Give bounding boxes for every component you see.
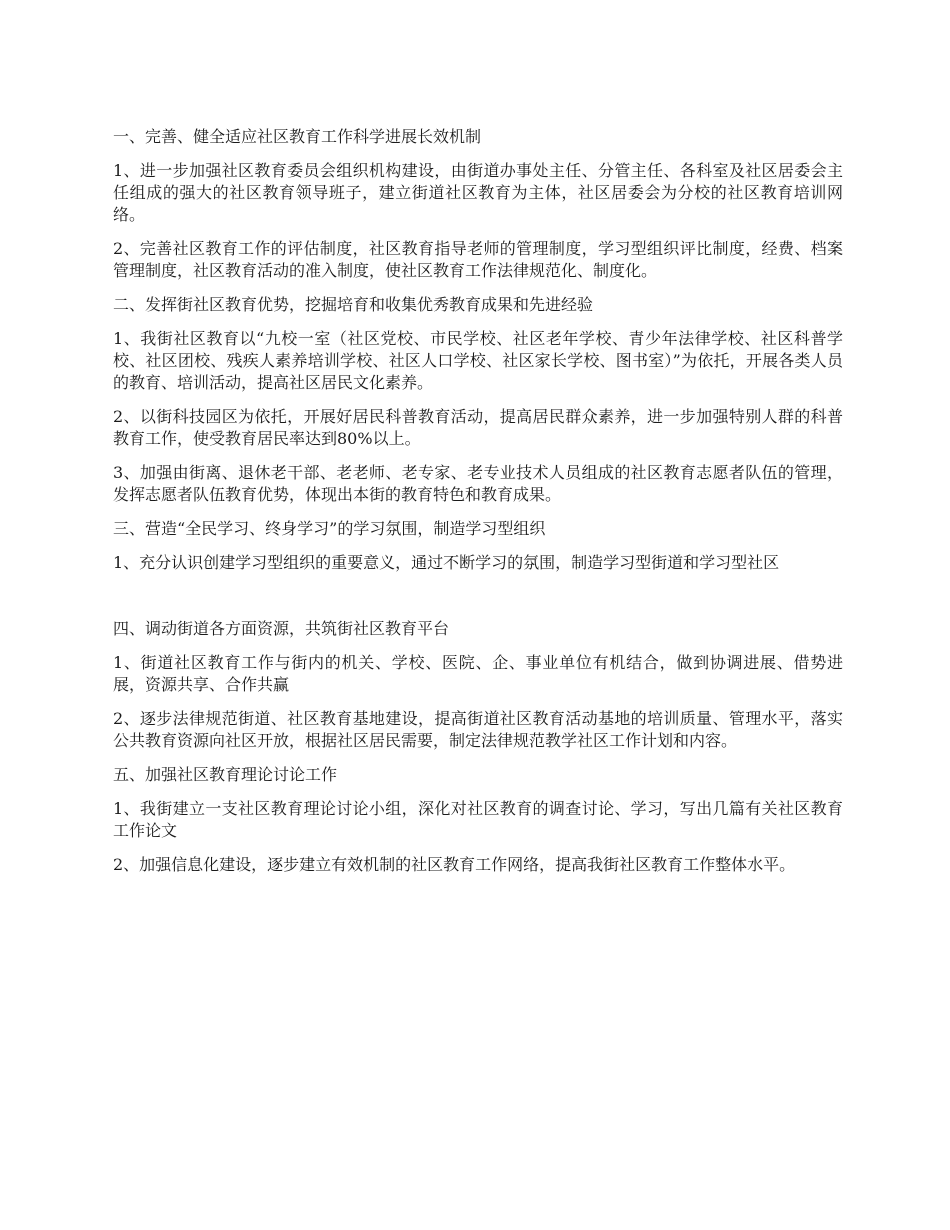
paragraph-1-2: 2、完善社区教育工作的评估制度，社区教育指导老师的管理制度，学习型组织评比制度，经费、档案管理制度，社区教育活动的准入制度，使社区教育工作法律规范化、制度化。 (113, 239, 843, 280)
heading-section-2: 二、发挥街社区教育优势，挖掘培育和收集优秀教育成果和先进经验 (113, 295, 594, 314)
paragraph-5-2: 2、加强信息化建设，逐步建立有效机制的社区教育工作网络，提高我街社区教育工作整体水平。 (113, 855, 796, 874)
document-body (113, 126, 843, 888)
heading-section-5: 五、加强社区教育理论讨论工作 (113, 765, 338, 784)
paragraph-1-1: 1、进一步加强社区教育委员会组织机构建设，由街道办事处主任、分管主任、各科室及社区居委会主任组成的强大的社区教育领导班子，建立街道社区教育为主体，社区居委会为分校的社区教育培训网络。 (113, 161, 843, 224)
heading-section-1: 一、完善、健全适应社区教育工作科学进展长效机制 (113, 127, 482, 146)
heading-section-4: 四、调动街道各方面资源，共筑街社区教育平台 (113, 619, 450, 638)
heading-section-3: 三、营造“全民学习、终身学习”的学习氛围，制造学习型组织 (113, 519, 546, 538)
blank-gap (113, 586, 843, 618)
paragraph-4-2: 2、逐步法律规范街道、社区教育基地建设，提高街道社区教育活动基地的培训质量、管理水平，落实公共教育资源向社区开放，根据社区居民需要，制定法律规范教学社区工作计划和内容。 (113, 709, 843, 750)
paragraph-4-1: 1、街道社区教育工作与街内的机关、学校、医院、企、事业单位有机结合，做到协调进展、借势进展，资源共享、合作共赢 (113, 653, 843, 694)
paragraph-2-3: 3、加强由街离、退休老干部、老老师、老专家、老专业技术人员组成的社区教育志愿者队伍的管理，发挥志愿者队伍教育优势，体现出本街的教育特色和教育成果。 (113, 463, 843, 504)
paragraph-2-1: 1、我街社区教育以“九校一室（社区党校、市民学校、社区老年学校、青少年法律学校、社区科普学校、社区团校、残疾人素养培训学校、社区人口学校、社区家长学校、图书室）”为依托，开展各类人员的教育、培训活动，提高社区居民文化素养。 (113, 329, 843, 392)
paragraph-3-1: 1、充分认识创建学习型组织的重要意义，通过不断学习的氛围，制造学习型街道和学习型社区 (113, 553, 780, 572)
paragraph-2-2: 2、以街科技园区为依托，开展好居民科普教育活动，提高居民群众素养，进一步加强特别人群的科普教育工作，使受教育居民率达到80%以上。 (113, 407, 843, 448)
paragraph-5-1: 1、我街建立一支社区教育理论讨论小组，深化对社区教育的调查讨论、学习，写出几篇有关社区教育工作论文 (113, 799, 843, 840)
